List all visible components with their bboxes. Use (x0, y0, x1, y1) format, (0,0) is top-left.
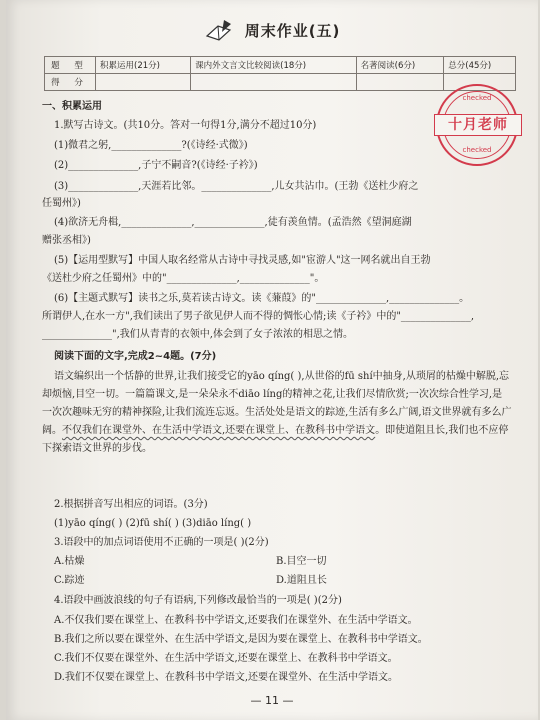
worksheet-page (6, 0, 538, 720)
question-3: 3.语段中的加点词语使用不正确的一项是( )(2分) (54, 537, 269, 548)
page-number: — 11 — (250, 694, 294, 707)
question-2-options: (1)yāo qíng( ) (2)fū shí( ) (3)diāo líng( ) (54, 518, 252, 529)
question-1-6: (6)【主题式默写】读书之乐,莫若读古诗文。读《蒹葭》的"______________,______________。 (54, 293, 470, 304)
passage-text: 语文编织出一个恬静的世界,让我们接受它的yāo qíng( ),从世俗的fū shí中抽身,从琐屑的枯燥中解脱,忘却烦恼,目空一切。一篇篇课文,是一朵朵永不diāo líng的精神之花,让我们尽情欣赏;一次次综合性学习,是一次次趣味无穷的精神探险,让我们流连忘返。生活处处是语文的踪迹,生活有多么广阔,语文世界就有多么广阔。 (42, 371, 512, 436)
stamp-top-text: checked (462, 94, 492, 102)
option-b[interactable]: B.目空一切 (276, 556, 327, 567)
option-d[interactable]: D.我们不仅要在课堂上、在教科书中学语文,还要在课堂外、在生活中学语文。 (54, 672, 399, 683)
stamp-bottom-text: checked (462, 146, 492, 154)
score-table (44, 56, 516, 91)
question-1-6-cont2: ______________",我们从青青的衣领中,体会到了女子浓浓的相思之情。 (42, 329, 353, 340)
score-cell[interactable] (356, 74, 444, 91)
row-label-score: 得 分 (45, 74, 96, 91)
question-1-3-cont: 任蜀州》) (42, 198, 81, 209)
question-1-6-cont: 所谓伊人,在水一方",我们读出了男子欲见伊人而不得的惆怅心情;读《子衿》中的"______________, (42, 311, 475, 322)
teacher-stamp (436, 84, 518, 166)
section-heading: 一、积累运用 (42, 101, 102, 112)
score-cell[interactable] (96, 74, 191, 91)
question-1-5: (5)【运用型默写】中国人取名经常从古诗中寻找灵感,如"宦游人"这一网名就出自王勃 (54, 255, 431, 266)
reading-intro: 阅读下面的文字,完成2~4题。(7分) (54, 351, 217, 362)
question-1: 1.默写古诗文。(共10分。答对一句得1分,满分不超过10分) (54, 120, 317, 131)
question-1-1: (1)微君之躬,______________?(《诗经·式微》) (54, 140, 248, 151)
page-title: 周末作业(五) (244, 21, 341, 40)
col-header: 课内外文言文比较阅读(18分) (191, 57, 357, 74)
reading-passage (42, 368, 512, 458)
question-1-3: (3)______________,天涯若比邻。______________,儿女共沾巾。(王勃《送杜少府之 (54, 181, 419, 192)
option-d[interactable]: D.道阻且长 (276, 575, 327, 586)
question-1-4: (4)欲济无舟楫,______________,______________,徒有羡鱼情。(孟浩然《望洞庭湖 (54, 217, 412, 228)
option-c[interactable]: C.踪迹 (54, 575, 85, 586)
passage-tail: 。即使道阻且长,我们也不应停下探索语文世界的步伐。 (42, 425, 509, 454)
col-header: 总分(45分) (444, 57, 516, 74)
score-cell[interactable] (191, 74, 357, 91)
wavy-sentence: 不仅我们在课堂外、在生活中学语文,还要在课堂上、在教科书中学语文 (62, 425, 376, 436)
question-1-5-cont: 《送杜少府之任蜀州》中的"______________,______________"。 (42, 273, 325, 284)
option-b[interactable]: B.我们之所以要在课堂外、在生活中学语文,是因为要在课堂上、在教科书中学语文。 (54, 634, 428, 645)
row-label-type: 题 型 (45, 57, 96, 74)
option-a[interactable]: A.不仅我们要在课堂上、在教科书中学语文,还要我们在课堂外、在生活中学语文。 (54, 615, 418, 626)
book-quill-icon (204, 18, 234, 42)
header (6, 18, 538, 42)
stamp-label: 十月老师 (434, 114, 522, 136)
question-4: 4.语段中画波浪线的句子有语病,下列修改最恰当的一项是( )(2分) (54, 595, 342, 606)
question-1-2: (2)______________,子宁不嗣音?(《诗经·子衿》) (54, 160, 258, 171)
option-a[interactable]: A.枯燥 (54, 556, 85, 567)
col-header: 名著阅读(6分) (356, 57, 444, 74)
question-1-4-cont: 赠张丞相》) (42, 235, 91, 246)
col-header: 积累运用(21分) (96, 57, 191, 74)
question-2: 2.根据拼音写出相应的词语。(3分) (54, 499, 208, 510)
option-c[interactable]: C.我们不仅要在课堂外、在生活中学语文,还要在课堂上、在教科书中学语文。 (54, 653, 398, 664)
